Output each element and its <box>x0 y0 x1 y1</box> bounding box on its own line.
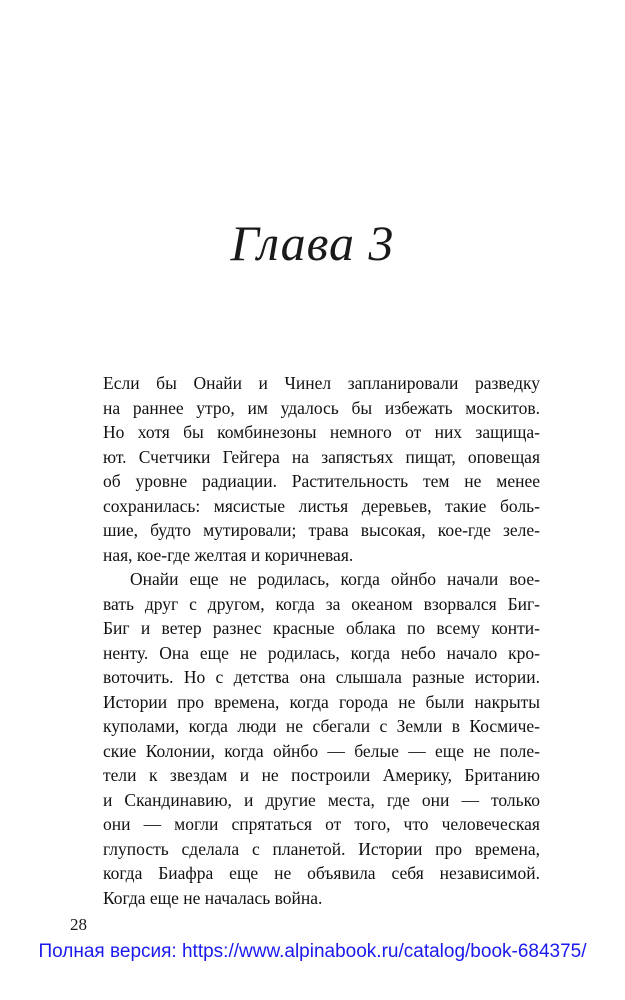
text-line: сохранилась: мясистые листья деревьев, такие боль- <box>103 495 540 516</box>
paragraph-1 <box>103 371 540 567</box>
text-line: ная, кое-где желтая и коричневая. <box>103 544 354 565</box>
text-line: Когда еще не началась война. <box>103 887 323 908</box>
text-line: тели к звездам и не построили Америку, Британию <box>103 765 540 785</box>
text-line: ские Колонии, когда ойнбо — белые — еще не поле- <box>103 740 540 761</box>
body-text <box>103 371 540 910</box>
text-line: шие, будто мутировали; трава высокая, кое-где зеле- <box>103 520 540 540</box>
text-line: Если бы Онайи и Чинел запланировали разведку <box>103 373 540 393</box>
text-line: ненту. Она еще не родилась, когда небо начало кро- <box>103 642 540 663</box>
chapter-title: Глава 3 <box>230 215 395 271</box>
text-line: они — могли спрятаться от того, что человеческая <box>103 814 540 834</box>
text-line: об уровне радиации. Растительность тем не менее <box>103 471 540 491</box>
text-line: Истории про времена, когда города не были накрыты <box>103 691 540 712</box>
text-line: ют. Счетчики Гейгера на запястьях пищат, оповещая <box>103 446 540 467</box>
full-version-link[interactable]: Полная версия: https://www.alpinabook.ru/catalog/book-684375/ <box>38 941 587 962</box>
text-line: куполами, когда люди не сбегали с Земли в Космиче- <box>103 716 540 736</box>
text-line: вать друг с другом, когда за океаном взорвался Биг- <box>103 593 540 614</box>
text-line: воточить. Но с детства она слышала разные истории. <box>103 667 540 687</box>
text-line: и Скандинавию, и другие места, где они — только <box>103 789 540 810</box>
text-line: Но хотя бы комбинезоны немного от них защища- <box>103 422 540 442</box>
text-line: когда Биафра еще не объявила себя независимой. <box>103 863 540 883</box>
text-line: глупость сделала с планетой. Истории про времена, <box>103 838 540 859</box>
text-line: Биг и ветер разнес красные облака по всему конти- <box>103 618 540 638</box>
text-line: на раннее утро, им удалось бы избежать москитов. <box>103 397 540 418</box>
paragraph-2 <box>103 567 540 910</box>
text-line: Онайи еще не родилась, когда ойнбо начали вое- <box>130 569 540 589</box>
page-number: 28 <box>70 915 87 934</box>
